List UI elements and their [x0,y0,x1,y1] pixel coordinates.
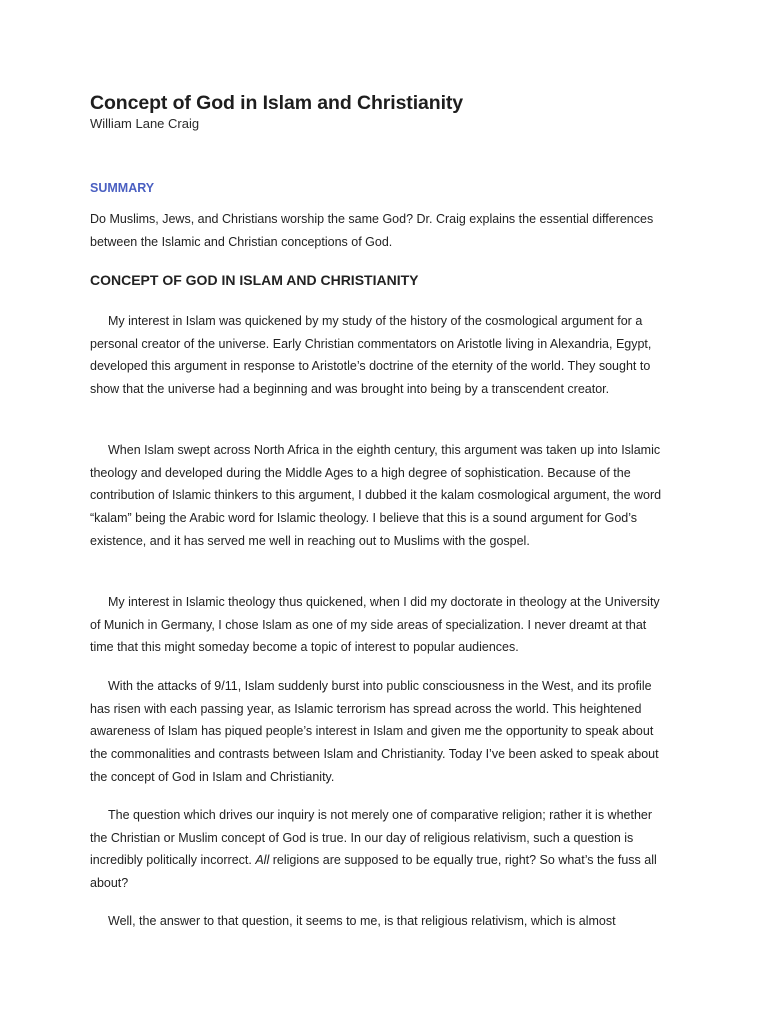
document-title: Concept of God in Islam and Christianity [90,92,464,114]
summary-text: Do Muslims, Jews, and Christians worship the same God? Dr. Craig explains the essential differences between the Islamic and Christian conceptions of God. [90,212,654,249]
document-author: William Lane Craig [90,116,200,131]
paragraph-text: religions are supposed to be equally true, right? So what’s the fuss all about? [90,853,657,891]
section-heading: CONCEPT OF GOD IN ISLAM AND CHRISTIANITY [90,272,419,288]
body-paragraph: My interest in Islam was quickened by my study of the history of the cosmological argument for a personal creator of the universe. Early Christian commentators on Aristotle living in Alexandria, Egypt, developed this argument in response to Aristotle’s doctrine of the eternity of the world. They sought to show that the universe had a beginning and was brought into being by a transcendent creator. [90,314,652,397]
body-paragraph: When Islam swept across North Africa in the eighth century, this argument was taken up into Islamic theology and developed during the Middle Ages to a high degree of sophistication. Because of the contribution of Islamic thinkers to this argument, I dubbed it the kalam cosmological argument, the word “kalam” being the Arabic word for Islamic theology. I believe that this is a sound argument for God’s existence, and it has served me well in reaching out to Muslims with the gospel. [90,443,662,548]
body-paragraph: With the attacks of 9/11, Islam suddenly burst into public consciousness in the West, and its profile has risen with each passing year, as Islamic terrorism has spread across the world. This heightened awareness of Islam has piqued people’s interest in Islam and given me the opportunity to speak about the commonalities and contrasts between Islam and Christianity. Today I’ve been asked to speak about the concept of God in Islam and Christianity. [90,679,659,784]
emphasis-text: All [255,853,270,868]
body-paragraph: My interest in Islamic theology thus quickened, when I did my doctorate in theology at the University of Munich in Germany, I chose Islam as one of my side areas of specialization. I never dreamt at that time that this might someday become a topic of interest to popular audiences. [90,595,660,655]
summary-heading: SUMMARY [90,181,155,195]
body-paragraph: Well, the answer to that question, it seems to me, is that religious relativism, which is almost [108,914,616,928]
paragraph-text: The question which drives our inquiry is not merely one of comparative religion; rather it is whether the Christian or Muslim concept of God is true. In our day of religious relativism, such a question is incredibly politically incorrect. [90,808,653,868]
body-paragraph [90,804,665,895]
